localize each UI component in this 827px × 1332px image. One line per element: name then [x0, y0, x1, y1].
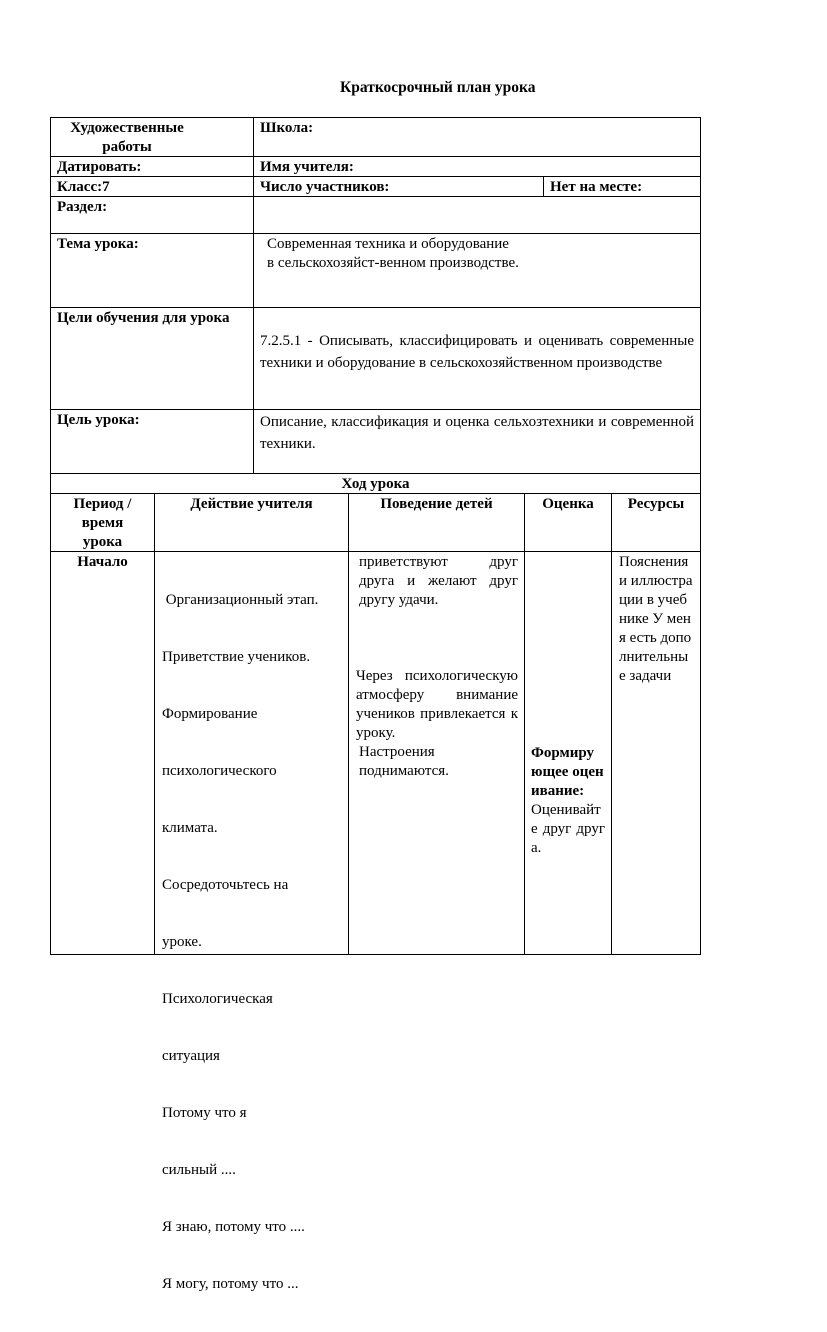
topic-line-1: Современная техника и оборудование [267, 236, 509, 252]
teacher-line: Потому что я [162, 1105, 247, 1121]
assessment-text: Оценивайте друг друга. [531, 802, 605, 856]
date-label: Датировать: [51, 157, 254, 176]
table-row [51, 552, 701, 1292]
table-row-goal [51, 410, 701, 474]
objectives-label: Цели обучения для урока [51, 308, 254, 409]
teacher-line: Я могу, потому что ... [162, 1276, 299, 1292]
section-value [254, 197, 701, 233]
school-label: Школа: [254, 118, 701, 156]
teacher-line: Приветствие учеников. [162, 649, 311, 665]
teacher-line: Организационный этап. [162, 592, 319, 608]
col-header-resources: Ресурсы [612, 494, 701, 551]
teacher-line: психологического [162, 763, 277, 779]
col-header-assessment: Оценка [525, 494, 612, 551]
teacher-line: Психологическая [162, 991, 273, 1007]
assessment-title: Формирующее оценивание: [531, 745, 604, 799]
progress-heading: Ход урока [51, 474, 701, 493]
children-mood: Настроения поднимаются. [359, 744, 449, 779]
participants-label: Число участников: [254, 177, 544, 196]
goal-label: Цель урока: [51, 410, 254, 473]
objectives-value: 7.2.5.1 - Описывать, классифицировать и оценивать современные техники и оборудование в сельскохозяйственном производстве [254, 308, 701, 409]
absent-label: Нет на месте: [544, 177, 701, 196]
teacher-line: Я знаю, потому что .... [162, 1219, 305, 1235]
class-label: Класс:7 [51, 177, 254, 196]
teacher-line: Сосредоточьтесь на [162, 877, 289, 893]
topic-line-2: в сельскохозяйст-венном производстве. [267, 255, 519, 271]
topic-label: Тема урока: [51, 234, 254, 307]
table-row-date-teacher [51, 157, 701, 177]
teacher-label: Имя учителя: [254, 157, 701, 176]
section-label: Раздел: [51, 197, 254, 233]
assessment-cell [525, 552, 612, 954]
teacher-line: климата. [162, 820, 218, 836]
period-cell: Начало [51, 552, 155, 954]
col-header-children: Поведение детей [349, 494, 525, 551]
table-row-section [51, 197, 701, 234]
table-row-topic [51, 234, 701, 308]
topic-value [254, 234, 701, 307]
teacher-action-cell [155, 552, 349, 1292]
table-row-art-school [51, 118, 701, 157]
table-row-objectives [51, 308, 701, 410]
children-greeting: приветствуют друг друга и желают друг другу удачи. [359, 554, 518, 608]
goal-value: Описание, классификация и оценка сельхозтехники и современной техники. [254, 410, 701, 473]
teacher-line: уроке. [162, 934, 202, 950]
children-attention: Через психологическую атмосферу внимание учеников привлекается к уроку. [356, 668, 518, 741]
table-row-class [51, 177, 701, 197]
col-header-teacher: Действие учителя [155, 494, 349, 551]
teacher-line: сильный .... [162, 1162, 236, 1178]
teacher-line: Формирование [162, 706, 258, 722]
table-row-progress-heading [51, 474, 701, 494]
lesson-plan-table [50, 117, 701, 1292]
table-row-column-headers [51, 494, 701, 552]
page-title: Краткосрочный план урока [340, 79, 536, 96]
art-work-label: Художественные работы [51, 118, 254, 156]
teacher-line: ситуация [162, 1048, 220, 1064]
children-behavior-cell [349, 552, 525, 954]
col-header-period: Период / время урока [51, 494, 155, 551]
resources-cell: Пояснения и иллюстрации в учебнике У меня есть дополнительные задачи [612, 552, 701, 954]
